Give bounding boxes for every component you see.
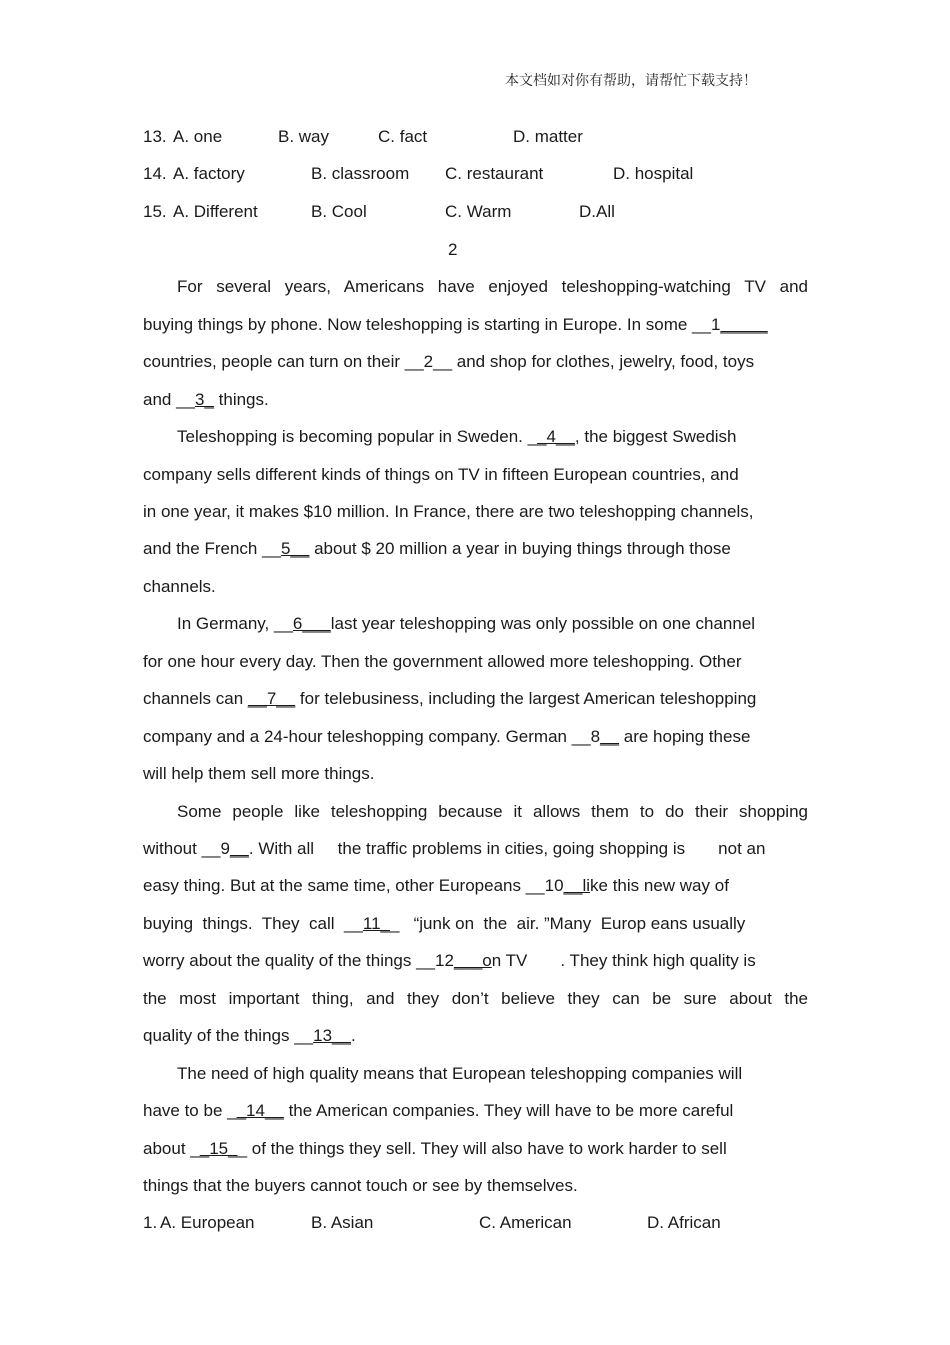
line-text: easy thing. But at the same time, other Europeans __10 <box>143 876 564 895</box>
passage-line <box>143 950 756 972</box>
passage-line: the most important thing, and they don’t believe they can be sure about the <box>143 989 808 1008</box>
line-text: and __ <box>143 390 195 409</box>
option-b: B. way <box>278 127 330 146</box>
blank: _14__ <box>236 1101 284 1120</box>
passage-line <box>143 314 768 336</box>
passage-line <box>143 1138 727 1160</box>
passage-line: The need of high quality means that European teleshopping companies will <box>177 1064 743 1083</box>
option-number: 1. <box>143 1213 158 1232</box>
line-text: ke this new way of <box>590 876 729 895</box>
blank: 3_ <box>195 390 214 409</box>
option-c: C. restaurant <box>445 164 544 183</box>
passage-line: things that the buyers cannot touch or see by themselves. <box>143 1176 578 1195</box>
passage-line <box>177 613 755 635</box>
line-text: the American companies. They will have to be more careful <box>283 1101 734 1120</box>
blank: ___o <box>453 951 492 970</box>
blank: _____ <box>720 315 768 334</box>
line-text: things. <box>213 390 269 409</box>
line-text: buying things by phone. Now teleshopping is starting in Europe. In some __1 <box>143 315 721 334</box>
line-text: In Germany, __ <box>177 614 293 633</box>
blank: _15_ <box>199 1139 238 1158</box>
passage-line <box>177 426 737 448</box>
option-b: B. Cool <box>311 202 367 221</box>
blank: __li <box>563 876 591 895</box>
line-text: n TV . They think high quality is <box>491 951 756 970</box>
option-d: D. African <box>647 1213 721 1232</box>
passage-line: in one year, it makes $10 million. In France, there are two teleshopping channels, <box>143 502 754 521</box>
option-b: B. classroom <box>311 164 410 183</box>
line-text: _ of the things they sell. They will also have to work harder to sell <box>237 1139 727 1158</box>
option-a: A. Different <box>173 202 258 221</box>
line-text: worry about the quality of the things __12 <box>143 951 454 970</box>
passage-line <box>143 838 765 860</box>
option-number: 13. <box>143 127 167 146</box>
passage-line: countries, people can turn on their __2__ and shop for clothes, jewelry, food, toys <box>143 352 755 371</box>
option-c: C. American <box>479 1213 572 1232</box>
line-text: buying things. They call __ <box>143 914 363 933</box>
line-text: Teleshopping is becoming popular in Sweden. _ <box>177 427 538 446</box>
option-d: D.All <box>579 202 615 221</box>
passage-line <box>143 1100 733 1122</box>
option-number: 14. <box>143 164 167 183</box>
passage-line <box>143 1025 356 1047</box>
section-number: 2 <box>448 240 458 259</box>
line-text: . <box>350 1026 356 1045</box>
passage-line: will help them sell more things. <box>143 764 375 783</box>
option-number: 15. <box>143 202 167 221</box>
passage-line <box>143 688 756 710</box>
blank: _4__ <box>537 427 575 446</box>
line-text: for telebusiness, including the largest American teleshopping <box>295 689 757 708</box>
passage-line: channels. <box>143 577 216 596</box>
passage-line: company sells different kinds of things on TV in fifteen European countries, and <box>143 465 739 484</box>
header-note: 本文档如对你有帮助，请帮忙下载支持！ <box>505 73 757 89</box>
passage-line <box>143 538 731 560</box>
line-text: , the biggest Swedish <box>574 427 737 446</box>
line-text: . With all the traffic problems in cities, going shopping is not an <box>248 839 766 858</box>
blank: 11_ <box>362 914 390 933</box>
passage-line: For several years, Americans have enjoyed teleshopping-watching TV and <box>177 277 808 296</box>
blank: 6___ <box>292 614 331 633</box>
option-a: A. European <box>160 1213 255 1232</box>
line-text: last year teleshopping was only possible on one channel <box>330 614 756 633</box>
line-text: _ “junk on the air. ”Many Europ eans usually <box>389 914 746 933</box>
option-c: C. Warm <box>445 202 512 221</box>
line-text: company and a 24-hour teleshopping company. German __8 <box>143 727 601 746</box>
passage-line <box>143 913 745 935</box>
blank: 5__ <box>280 539 310 558</box>
line-text: about _ <box>143 1139 200 1158</box>
blank: __7__ <box>247 689 296 708</box>
line-text: and the French __ <box>143 539 281 558</box>
line-text: are hoping these <box>619 727 751 746</box>
line-text: channels can <box>143 689 248 708</box>
passage-line <box>143 389 269 411</box>
option-b: B. Asian <box>311 1213 374 1232</box>
option-d: D. hospital <box>613 164 694 183</box>
blank: __ <box>229 839 249 858</box>
option-d: D. matter <box>513 127 583 146</box>
passage-line <box>143 726 750 748</box>
line-text: about $ 20 million a year in buying things through those <box>309 539 731 558</box>
option-a: A. factory <box>173 164 245 183</box>
option-c: C. fact <box>378 127 428 146</box>
passage-line: for one hour every day. Then the government allowed more teleshopping. Other <box>143 652 742 671</box>
passage-line <box>143 875 729 897</box>
blank: 13__ <box>313 1026 351 1045</box>
line-text: quality of the things __ <box>143 1026 314 1045</box>
option-a: A. one <box>173 127 223 146</box>
line-text: have to be _ <box>143 1101 237 1120</box>
passage-line: Some people like teleshopping because it allows them to do their shopping <box>177 802 808 821</box>
line-text: without __9 <box>143 839 230 858</box>
blank: __ <box>600 727 620 746</box>
